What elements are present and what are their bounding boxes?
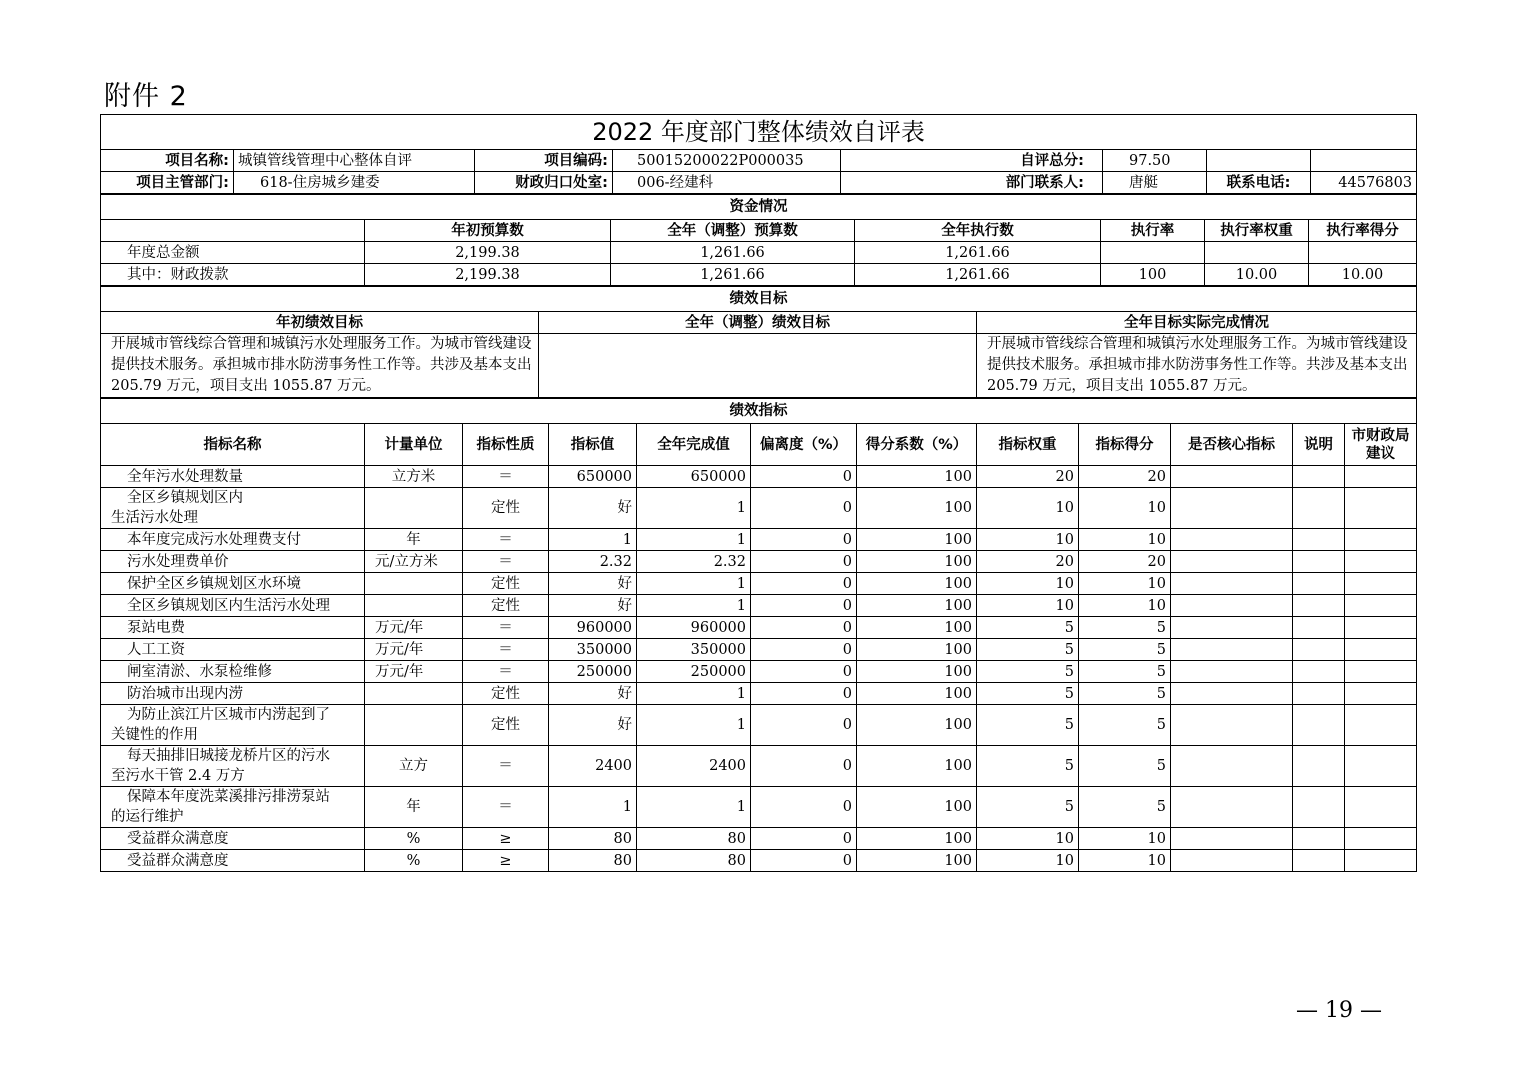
dept-label: 项目主管部门: [101,172,234,194]
cell-advice [1345,529,1417,551]
cell-score: 5 [1079,639,1171,661]
phone-value: 44576803 [1311,172,1417,194]
cell-weight: 5 [977,617,1079,639]
table-row [101,466,1417,488]
cell-coef: 100 [857,488,977,529]
cell-coef: 100 [857,661,977,683]
indicator-name [101,705,365,746]
cell-advice [1345,573,1417,595]
cell-nature: ＝ [463,466,549,488]
table-row [101,617,1417,639]
funds-row-fiscal: 其中：财政拨款 2,199.38 1,261.66 1,261.66 100 10.00 10.00 [101,264,1417,286]
table-row [101,850,1417,872]
project-name-label: 项目名称: [101,150,234,172]
funds-section-title: 资金情况 [101,195,1417,220]
cell-coef: 100 [857,705,977,746]
cell-value: 80 [549,850,637,872]
cell-done: 1 [637,787,751,828]
cell-core [1171,466,1293,488]
empty-cell [1311,150,1417,172]
table-row [101,746,1417,787]
indicator-name: 闸室清淤、水泵检维修 [101,661,365,683]
col-weight: 指标权重 [977,424,1079,466]
evaluation-sheet [100,114,1416,872]
cell-unit: 年 [365,787,463,828]
cell-done: 2400 [637,746,751,787]
goals-table [100,286,1417,398]
project-code: 50015200022P000035 [613,150,841,172]
cell-score: 10 [1079,488,1171,529]
cell-coef: 100 [857,551,977,573]
goals-section-title: 绩效目标 [101,287,1417,312]
table-row [101,573,1417,595]
cell-dev: 0 [751,639,857,661]
cell-advice [1345,850,1417,872]
col-indicator-name: 指标名称 [101,424,365,466]
col-done-value: 全年完成值 [637,424,751,466]
cell-done: 1 [637,595,751,617]
cell-value: 1 [549,787,637,828]
cell-note [1293,661,1345,683]
table-row [101,828,1417,850]
cell-done: 2.32 [637,551,751,573]
finance-label: 财政归口处室: [475,172,613,194]
cell-score: 10 [1079,573,1171,595]
cell-core [1171,529,1293,551]
cell-coef: 100 [857,850,977,872]
cell-advice [1345,488,1417,529]
cell-done: 650000 [637,466,751,488]
cell-core [1171,828,1293,850]
cell-note [1293,529,1345,551]
col-actual-goal: 全年目标实际完成情况 [977,312,1417,334]
cell-unit [365,573,463,595]
empty-cell [101,220,365,242]
cell-weight: 5 [977,705,1079,746]
cell-score: 20 [1079,466,1171,488]
adjusted-goal-text [539,334,977,398]
cell-dev: 0 [751,787,857,828]
actual-goal-text: 开展城市管线综合管理和城镇污水处理服务工作。为城市管线建设提供技术服务。承担城市排水防涝事务性工作等。共涉及基本支出 205.79 万元，项目支出 1055.87 万元。 [977,334,1417,398]
indicator-name: 受益群众满意度 [101,850,365,872]
cell-core [1171,573,1293,595]
indicator-name-line: 每天抽排旧城接龙桥片区的污水 [127,748,330,764]
col-nature: 指标性质 [463,424,549,466]
cell-core [1171,551,1293,573]
cell-done: 1 [637,529,751,551]
cell-advice [1345,787,1417,828]
cell-unit [365,705,463,746]
table-row [101,529,1417,551]
cell-value: 好 [549,683,637,705]
self-score-label: 自评总分: [841,150,1103,172]
cell-unit: % [365,850,463,872]
cell-advice [1345,595,1417,617]
cell-note [1293,488,1345,529]
cell-value: 好 [549,595,637,617]
table-row [101,551,1417,573]
indicator-name-line: 至污水干管 2.4 万方 [111,768,245,784]
cell-note [1293,787,1345,828]
indicator-name-line: 的运行维护 [111,809,184,825]
col-executed: 全年执行数 [855,220,1101,242]
cell-unit [365,595,463,617]
cell-coef: 100 [857,529,977,551]
cell-score: 5 [1079,705,1171,746]
cell-score: 5 [1079,661,1171,683]
cell-nature: 定性 [463,488,549,529]
cell-weight: 10 [977,529,1079,551]
indicator-name [101,488,365,529]
empty-cell [1207,150,1311,172]
cell-note [1293,595,1345,617]
cell-core [1171,787,1293,828]
cell-score: 10 [1079,828,1171,850]
cell-unit: 万元/年 [365,617,463,639]
cell-dev: 0 [751,683,857,705]
cell-note [1293,746,1345,787]
cell-score: 5 [1079,787,1171,828]
cell-value: 2.32 [549,551,637,573]
indicator-name: 泵站电费 [101,617,365,639]
cell-weight: 10 [977,488,1079,529]
cell-nature: ＝ [463,529,549,551]
cell-score: 5 [1079,617,1171,639]
cell-dev: 0 [751,746,857,787]
contact-label: 部门联系人: [841,172,1103,194]
funds-table [100,194,1417,286]
cell-dev: 0 [751,617,857,639]
col-unit: 计量单位 [365,424,463,466]
cell-score: 10 [1079,529,1171,551]
cell-unit: 年 [365,529,463,551]
cell-nature: 定性 [463,705,549,746]
cell-dev: 0 [751,466,857,488]
cell-nature: ＝ [463,551,549,573]
cell-value: 960000 [549,617,637,639]
cell-advice [1345,466,1417,488]
cell-dev: 0 [751,529,857,551]
cell-value: 650000 [549,466,637,488]
cell-dev: 0 [751,488,857,529]
project-name: 城镇管线管理中心整体自评 [234,150,475,172]
cell-nature: ＝ [463,787,549,828]
col-advice: 市财政局建议 [1345,424,1417,466]
cell-value: 350000 [549,639,637,661]
indicator-name [101,787,365,828]
cell-core [1171,705,1293,746]
cell-core [1171,746,1293,787]
project-code-label: 项目编码: [475,150,613,172]
indicator-name: 污水处理费单价 [101,551,365,573]
cell-done: 80 [637,850,751,872]
cell-dev: 0 [751,705,857,746]
cell-coef: 100 [857,787,977,828]
cell-done: 80 [637,828,751,850]
cell-coef: 100 [857,573,977,595]
cell-coef: 100 [857,617,977,639]
cell-note [1293,683,1345,705]
cell-unit [365,683,463,705]
table-row [101,488,1417,529]
cell-core [1171,617,1293,639]
indicator-name [101,746,365,787]
indicator-name-line: 全区乡镇规划区内 [127,490,243,506]
table-row [101,705,1417,746]
indicator-name: 受益群众满意度 [101,828,365,850]
cell-done: 250000 [637,661,751,683]
cell-weight: 10 [977,850,1079,872]
cell-unit: 立方 [365,746,463,787]
cell-done: 1 [637,683,751,705]
cell-core [1171,639,1293,661]
cell-coef: 100 [857,639,977,661]
cell-weight: 20 [977,551,1079,573]
cell-note [1293,828,1345,850]
indicator-name-line: 保障本年度洗菜溪排污排涝泵站 [127,789,330,805]
cell-unit: 万元/年 [365,661,463,683]
cell-weight: 5 [977,787,1079,828]
cell-nature: ＝ [463,617,549,639]
col-deviation: 偏离度（%） [751,424,857,466]
cell-value: 好 [549,573,637,595]
cell-done: 350000 [637,639,751,661]
col-coefficient: 得分系数（%） [857,424,977,466]
cell-advice [1345,828,1417,850]
cell-coef: 100 [857,746,977,787]
cell-weight: 5 [977,639,1079,661]
self-score: 97.50 [1103,150,1207,172]
cell-done: 960000 [637,617,751,639]
cell-value: 好 [549,705,637,746]
cell-coef: 100 [857,595,977,617]
page-title: 2022 年度部门整体绩效自评表 [101,115,1417,150]
col-exec-weight: 执行率权重 [1205,220,1309,242]
cell-unit [365,488,463,529]
cell-advice [1345,705,1417,746]
col-adjusted-budget: 全年（调整）预算数 [611,220,855,242]
col-exec-rate: 执行率 [1101,220,1205,242]
cell-advice [1345,661,1417,683]
finance-value: 006-经建科 [613,172,841,194]
cell-coef: 100 [857,466,977,488]
cell-coef: 100 [857,828,977,850]
cell-nature: ＝ [463,746,549,787]
cell-value: 好 [549,488,637,529]
funds-row-total: 年度总金额 2,199.38 1,261.66 1,261.66 [101,242,1417,264]
cell-dev: 0 [751,551,857,573]
cell-done: 1 [637,705,751,746]
cell-done: 1 [637,573,751,595]
indicators-table [100,398,1417,872]
page-number: — 19 — [1296,998,1382,1023]
cell-coef: 100 [857,683,977,705]
cell-done: 1 [637,488,751,529]
indicator-name: 全区乡镇规划区内生活污水处理 [101,595,365,617]
attachment-label: 附件 2 [104,81,188,112]
col-initial-goal: 年初绩效目标 [101,312,539,334]
col-core: 是否核心指标 [1171,424,1293,466]
cell-value: 80 [549,828,637,850]
col-note: 说明 [1293,424,1345,466]
cell-value: 2400 [549,746,637,787]
cell-nature: ＝ [463,639,549,661]
cell-dev: 0 [751,828,857,850]
cell-value: 1 [549,529,637,551]
indicators-header-row [101,424,1417,466]
indicator-name-line: 生活污水处理 [111,510,198,526]
cell-nature: ≥ [463,850,549,872]
cell-note [1293,573,1345,595]
cell-dev: 0 [751,573,857,595]
col-adjusted-goal: 全年（调整）绩效目标 [539,312,977,334]
col-target-value: 指标值 [549,424,637,466]
cell-advice [1345,683,1417,705]
cell-nature: 定性 [463,683,549,705]
cell-nature: ＝ [463,661,549,683]
cell-core [1171,488,1293,529]
cell-core [1171,661,1293,683]
col-initial-budget: 年初预算数 [365,220,611,242]
phone-label: 联系电话: [1207,172,1311,194]
indicator-name: 防治城市出现内涝 [101,683,365,705]
cell-core [1171,850,1293,872]
cell-dev: 0 [751,850,857,872]
indicators-section-title: 绩效指标 [101,399,1417,424]
cell-nature: 定性 [463,573,549,595]
cell-nature: 定性 [463,595,549,617]
cell-note [1293,617,1345,639]
cell-note [1293,551,1345,573]
cell-weight: 10 [977,573,1079,595]
indicator-name: 人工工资 [101,639,365,661]
cell-unit: 立方米 [365,466,463,488]
cell-advice [1345,746,1417,787]
cell-unit: 元/立方米 [365,551,463,573]
col-score: 指标得分 [1079,424,1171,466]
cell-core [1171,595,1293,617]
cell-weight: 5 [977,661,1079,683]
cell-note [1293,466,1345,488]
indicator-name-line: 关键性的作用 [111,727,198,743]
indicator-name: 全年污水处理数量 [101,466,365,488]
cell-unit: 万元/年 [365,639,463,661]
table-row [101,639,1417,661]
cell-score: 5 [1079,683,1171,705]
cell-advice [1345,551,1417,573]
table-row [101,595,1417,617]
cell-score: 10 [1079,595,1171,617]
cell-unit: % [365,828,463,850]
cell-dev: 0 [751,595,857,617]
cell-weight: 20 [977,466,1079,488]
initial-goal-text: 开展城市管线综合管理和城镇污水处理服务工作。为城市管线建设提供技术服务。承担城市排水防涝事务性工作等。共涉及基本支出 205.79 万元，项目支出 1055.87 万元。 [101,334,539,398]
cell-note [1293,850,1345,872]
dept-value: 618-住房城乡建委 [234,172,475,194]
cell-weight: 10 [977,595,1079,617]
indicator-name: 保护全区乡镇规划区水环境 [101,573,365,595]
cell-score: 5 [1079,746,1171,787]
cell-advice [1345,617,1417,639]
cell-note [1293,639,1345,661]
cell-core [1171,683,1293,705]
table-row [101,661,1417,683]
cell-note [1293,705,1345,746]
cell-advice [1345,639,1417,661]
cell-score: 20 [1079,551,1171,573]
table-row [101,683,1417,705]
col-exec-score: 执行率得分 [1309,220,1417,242]
cell-score: 10 [1079,850,1171,872]
cell-nature: ≥ [463,828,549,850]
cell-dev: 0 [751,661,857,683]
contact-value: 唐艇 [1103,172,1207,194]
cell-value: 250000 [549,661,637,683]
cell-weight: 5 [977,746,1079,787]
indicator-name-line: 为防止滨江片区城市内涝起到了 [127,707,330,723]
indicator-name: 本年度完成污水处理费支付 [101,529,365,551]
cell-weight: 10 [977,828,1079,850]
header-table [100,114,1417,194]
cell-weight: 5 [977,683,1079,705]
table-row [101,787,1417,828]
